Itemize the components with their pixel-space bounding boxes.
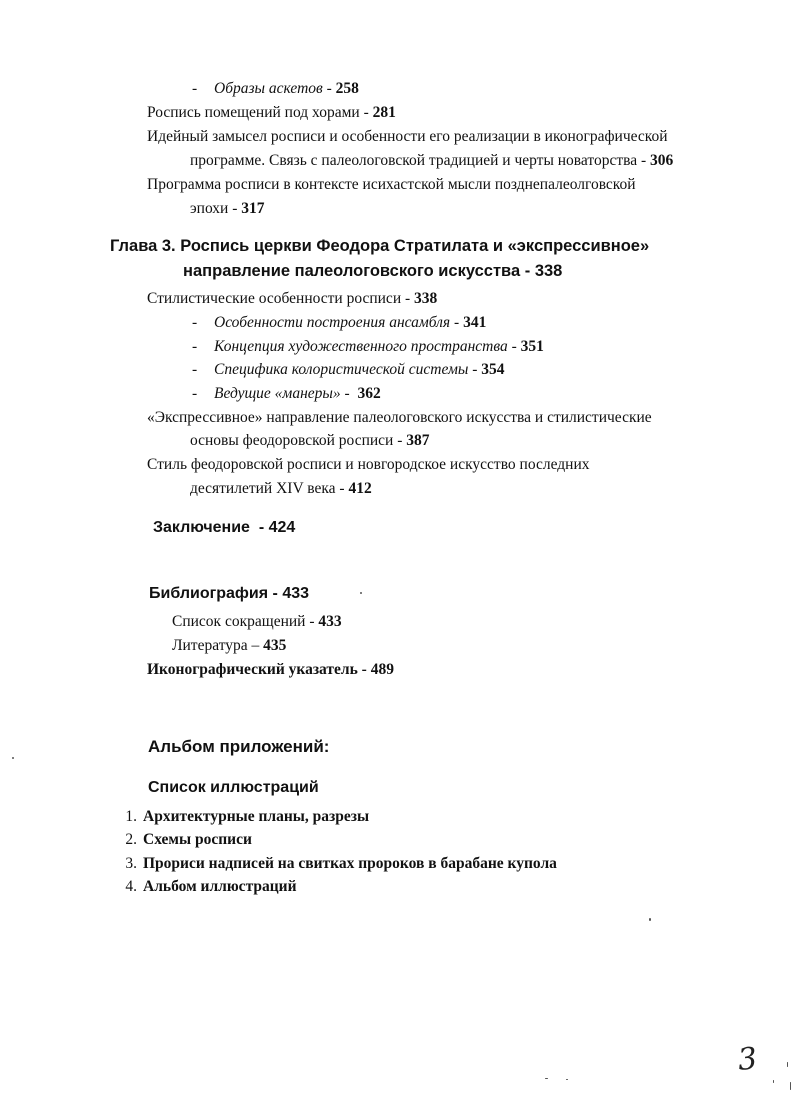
entry-title: Литература [172,637,248,654]
chapter-3-heading-line2: направление палеологовского искусства - 338 [183,262,563,280]
album-list-item [113,877,297,897]
illustrations-list-heading: Список иллюстраций [148,779,319,796]
toc-entry-expressive-line2: основы феодоровской росписи - 387 [190,432,430,449]
scan-speck [12,757,14,759]
list-dash: - [192,338,198,355]
entry-title: Ведущие «манеры» [214,385,341,402]
entry-title: Концепция художественного пространства [214,338,508,355]
entry-page: 433 [318,613,342,630]
toc-entry-ascetics: - Образы аскетов - 258 [192,80,359,97]
item-text: Схемы росписи [143,831,252,848]
album-list-item [113,807,369,827]
item-number: 2. [125,831,137,848]
chapter-3-heading-line1: Глава 3. Роспись церкви Феодора Стратилата и «экспрессивное» [110,237,650,255]
toc-entry-choir-rooms: Роспись помещений под хорами - 281 [147,104,396,121]
toc-entry-novgorod-line1: Стиль феодоровской росписи и новгородское искусство последних [147,456,590,473]
entry-page: 435 [263,637,287,654]
toc-sub-entry: - Концепция художественного пространства - 351 [192,338,544,355]
entry-title: Роспись помещений под хорами [147,104,360,121]
entry-page: 281 [372,104,396,121]
item-number: 3. [125,855,137,872]
entry-title: Особенности построения ансамбля [214,314,451,331]
list-dash: - [192,80,198,97]
toc-sub-entry: - Ведущие «манеры» - 362 [192,385,381,402]
toc-entry-concept-line2: программе. Связь с палеологовской традицией и черты новаторства - 306 [190,152,674,169]
entry-page: 362 [357,385,381,402]
entry-page: 341 [463,314,487,331]
entry-title: Специфика колористической системы [214,361,469,378]
toc-entry-style-features: Стилистические особенности росписи - 338 [147,290,438,307]
entry-page: 412 [348,480,372,497]
album-list-item [113,854,557,874]
album-heading: Альбом приложений: [148,737,330,756]
scan-speck [360,592,362,594]
toc-entry-novgorod-line2: десятилетий XIV века - 412 [190,480,372,497]
list-dash: - [192,385,198,402]
toc-entry-program-line1: Программа росписи в контексте исихастской мысли позднепалеолговской [147,176,636,193]
bibliography-heading: Библиография - 433 [149,585,310,602]
entry-title: Список сокращений [172,613,306,630]
toc-sub-entry: - Особенности построения ансамбля - 341 [192,314,487,331]
album-list-item [113,830,252,850]
toc-entry-expressive-line1: «Экспрессивное» направление палеологовского искусства и стилистические [147,409,652,426]
entry-page: 338 [414,290,438,307]
scan-speck [787,1062,788,1067]
iconographic-index-entry: Иконографический указатель - 489 [147,661,394,678]
handwritten-page-number: 3 [736,1041,759,1078]
scan-speck [566,1079,568,1080]
toc-entry-program-line2: эпохи - 317 [190,200,265,217]
scan-speck [649,918,651,921]
item-text: Альбом иллюстраций [143,878,297,895]
entry-title: Стилистические особенности росписи [147,290,402,307]
entry-title: Образы аскетов [214,80,323,97]
item-number: 1. [125,808,137,825]
entry-page: 354 [481,361,505,378]
item-number: 4. [125,878,137,895]
toc-sub-entry: - Специфика колористической системы - 354 [192,361,505,378]
item-text: Архитектурные планы, разрезы [143,808,370,825]
scan-speck [790,1082,791,1090]
toc-entry-abbreviations: Список сокращений - 433 [172,613,342,630]
conclusion-heading: Заключение - 424 [153,519,296,536]
toc-entry-concept-line1: Идейный замысел росписи и особенности его реализации в иконографической [147,128,668,145]
entry-page: 387 [406,432,430,449]
item-text: Прориси надписей на свитках пророков в барабане купола [143,855,557,872]
list-dash: - [192,314,198,331]
entry-page: 351 [520,338,544,355]
list-dash: - [192,361,198,378]
scan-speck [773,1080,774,1083]
entry-page: 306 [650,152,674,169]
scan-speck [545,1078,548,1079]
entry-page: 258 [335,80,359,97]
entry-page: 317 [241,200,265,217]
toc-entry-literature: Литература – 435 [172,637,287,654]
